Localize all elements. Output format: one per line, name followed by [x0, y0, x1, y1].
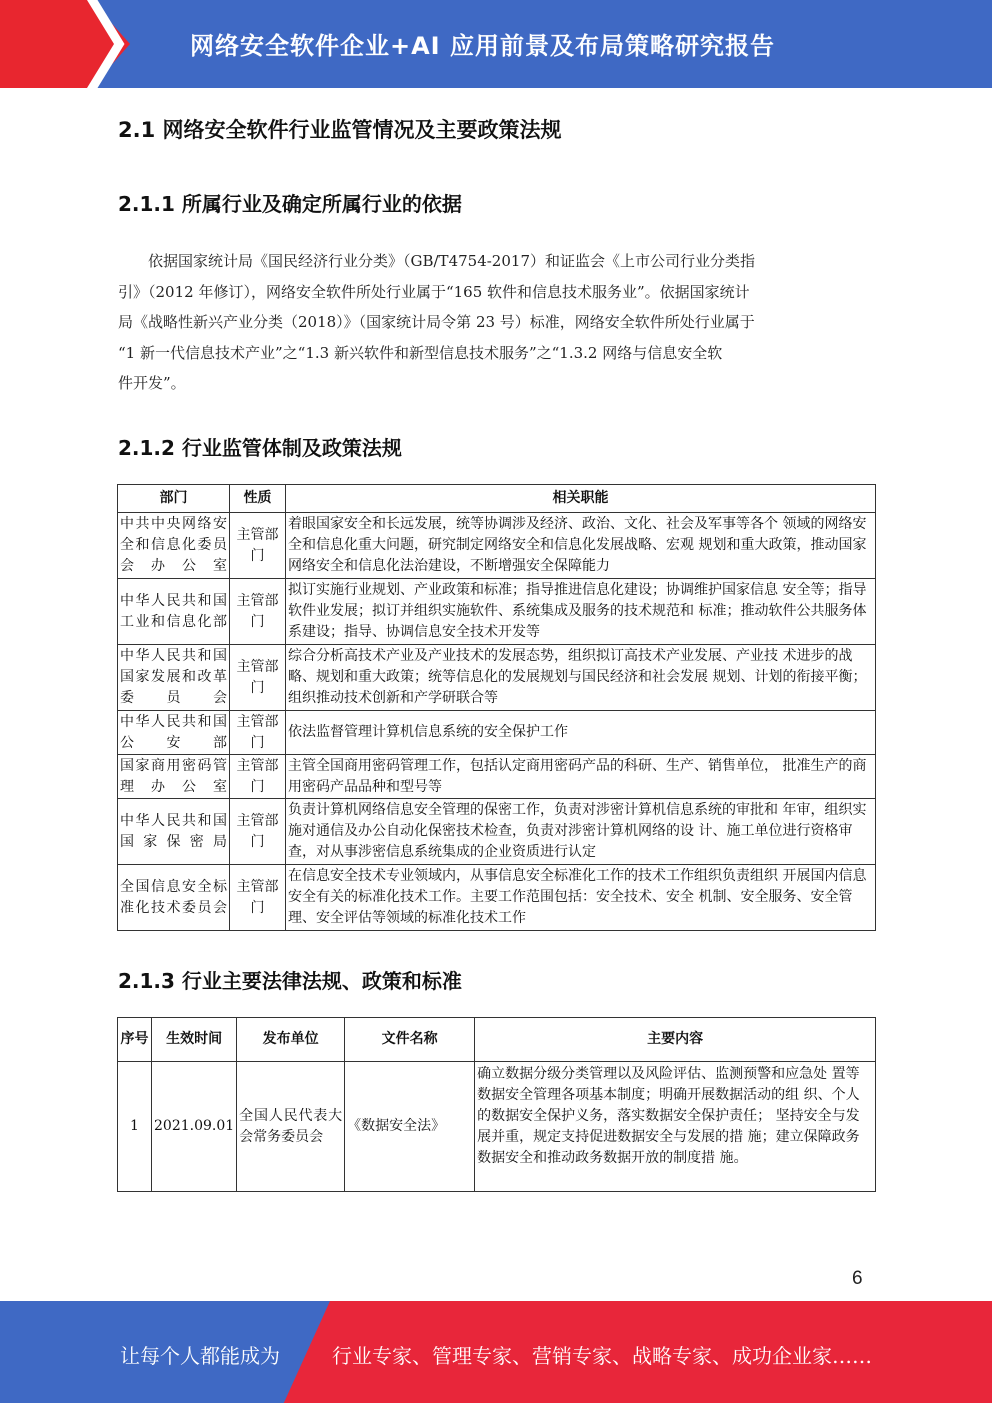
footer-slogan-left: 让每个人都能成为 [120, 1344, 280, 1368]
table-row [118, 865, 876, 931]
column-header-duty: 相关职能 [286, 485, 876, 513]
table-header-row [118, 1018, 876, 1062]
column-header-no: 序号 [118, 1018, 152, 1062]
dept-cell: 中共中央网络安全和信息化委员会办公室 [118, 513, 230, 579]
duty-cell: 负责计算机网络信息安全管理的保密工作，负责对涉密计算机信息系统的审批和 年审，组织实施对通信及办公自动化保密技术检查，负责对涉密计算机网络的设 计、施工单位进行资格审查，对从事涉密信息系统集成的企业资质进行认定 [286, 799, 876, 865]
dept-cell: 中华人民共和国国家发展和改革委员会 [118, 645, 230, 711]
nature-cell: 主管部门 [230, 513, 286, 579]
paragraph-line: 依据国家统计局《国民经济行业分类》（GB/T4754-2017）和证监会《上市公司行业分类指 [118, 252, 755, 270]
nature-cell: 主管部门 [230, 755, 286, 799]
duty-cell: 依法监督管理计算机信息系统的安全保护工作 [286, 711, 876, 755]
nature-cell: 主管部门 [230, 645, 286, 711]
section-heading-2-1-1: 2.1.1 所属行业及确定所属行业的依据 [118, 192, 462, 216]
table-header-row [118, 485, 876, 513]
duty-cell: 在信息安全技术专业领域内，从事信息安全标准化工作的技术工作组织负责组织 开展国内信息安全有关的标准化技术工作。主要工作范围包括：安全技术、安全 机制、安全服务、安全管理、安全评估等领域的标准化技术工作 [286, 865, 876, 931]
no-cell: 1 [118, 1062, 152, 1192]
laws-table [117, 1017, 876, 1192]
report-title: 网络安全软件企业+AI 应用前景及布局策略研究报告 [190, 32, 775, 60]
table-row [118, 1062, 876, 1192]
date-cell: 2021.09.01 [152, 1062, 237, 1192]
duty-cell: 主管全国商用密码管理工作，包括认定商用密码产品的科研、生产、销售单位， 批准生产的商用密码产品品种和型号等 [286, 755, 876, 799]
column-header-dept: 部门 [118, 485, 230, 513]
paragraph-line: “1 新一代信息技术产业”之“1.3 新兴软件和新型信息技术服务”之“1.3.2 网络与信息安全软 [118, 343, 723, 362]
dept-cell: 国家商用密码管理办公室 [118, 755, 230, 799]
column-header-nature: 性质 [230, 485, 286, 513]
table-row [118, 799, 876, 865]
duty-cell: 综合分析高技术产业及产业技术的发展态势，组织拟订高技术产业发展、产业技 术进步的战略、规划和重大政策；统等信息化的发展规划与国民经济和社会发展 规划、计划的衔接平衡；组织推动技术创新和产学研联合等 [286, 645, 876, 711]
table-row [118, 645, 876, 711]
nature-cell: 主管部门 [230, 711, 286, 755]
duty-cell: 着眼国家安全和长远发展，统等协调涉及经济、政治、文化、社会及军事等各个 领域的网络安全和信息化重大问题，研究制定网络安全和信息化发展战略、宏观 规划和重大政策，推动国家网络安全和信息化法治建设，不断增强安全保障能力 [286, 513, 876, 579]
dept-cell: 中华人民共和国国家保密局 [118, 799, 230, 865]
section-heading-2-1-3: 2.1.3 行业主要法律法规、政策和标准 [118, 969, 462, 993]
doc-name-cell: 《数据安全法》 [345, 1062, 475, 1192]
nature-cell: 主管部门 [230, 865, 286, 931]
issuer-cell: 全国人民代表大会常务委员会 [237, 1062, 345, 1192]
industry-basis-paragraph [118, 246, 878, 399]
footer-slogan-right: 行业专家、管理专家、营销专家、战略专家、成功企业家…… [332, 1344, 872, 1368]
table-row [118, 711, 876, 755]
content-cell: 确立数据分级分类管理以及风险评估、监测预警和应急处 置等数据安全管理各项基本制度；明确开展数据活动的组 织、个人的数据安全保护义务，落实数据安全保护责任； 坚持安全与发展并重，规定支持促进数据安全与发展的措 施；建立保障政务数据安全和推动政务数据开放的制度措 施。 [475, 1062, 876, 1192]
section-heading-2-1: 2.1 网络安全软件行业监管情况及主要政策法规 [118, 118, 562, 142]
regulators-table [117, 484, 876, 931]
dept-cell: 全国信息安全标准化技术委员会 [118, 865, 230, 931]
table-row [118, 579, 876, 645]
paragraph-line: 局《战略性新兴产业分类（2018）》（国家统计局令第 23 号）标准，网络安全软件所处行业属于 [118, 313, 755, 331]
dept-cell: 中华人民共和国工业和信息化部 [118, 579, 230, 645]
paragraph-line: 件开发”。 [118, 374, 186, 392]
column-header-issuer: 发布单位 [237, 1018, 345, 1062]
section-heading-2-1-2: 2.1.2 行业监管体制及政策法规 [118, 436, 402, 460]
table-row [118, 513, 876, 579]
column-header-date: 生效时间 [152, 1018, 237, 1062]
duty-cell: 拟订实施行业规划、产业政策和标准；指导推进信息化建设；协调维护国家信息 安全等；指导软件业发展；拟订并组织实施软件、系统集成及服务的技术规范和 标准；推动软件公共服务体系建设；指导、协调信息安全技术开发等 [286, 579, 876, 645]
page-number: 6 [852, 1268, 863, 1289]
column-header-name: 文件名称 [345, 1018, 475, 1062]
column-header-content: 主要内容 [475, 1018, 876, 1062]
paragraph-line: 引》（2012 年修订），网络安全软件所处行业属于“165 软件和信息技术服务业”。依据国家统计 [118, 282, 750, 301]
table-row [118, 755, 876, 799]
nature-cell: 主管部门 [230, 579, 286, 645]
dept-cell: 中华人民共和国公安部 [118, 711, 230, 755]
nature-cell: 主管部门 [230, 799, 286, 865]
